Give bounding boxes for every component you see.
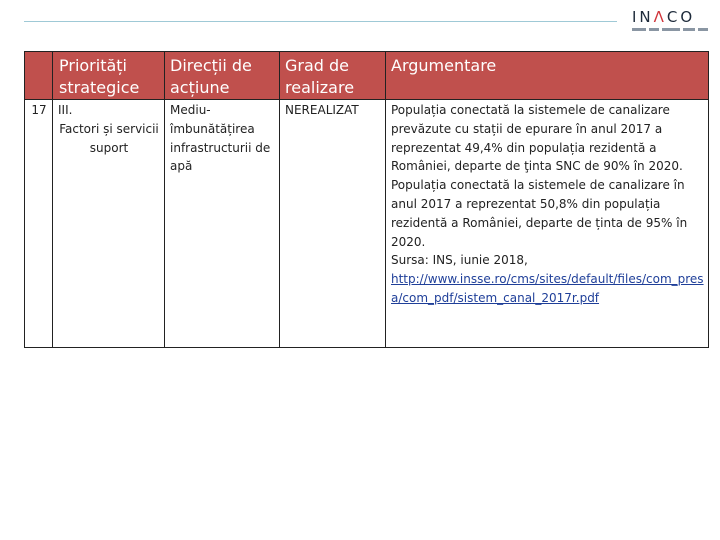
header-argument: Argumentare bbox=[386, 52, 709, 100]
header-grade: Grad de realizare bbox=[280, 52, 386, 100]
strategy-table bbox=[24, 51, 709, 348]
logo-wordmark: INΛCO bbox=[632, 8, 696, 26]
row-direction: Mediu-îmbunătățirea infrastructurii de apă bbox=[165, 100, 280, 348]
row-number: 17 bbox=[25, 100, 53, 348]
priority-name: Factori și servicii suport bbox=[59, 121, 159, 155]
header-number bbox=[25, 52, 53, 100]
argument-source: Sursa: INS, iunie 2018, bbox=[391, 253, 528, 268]
row-grade: NEREALIZAT bbox=[280, 100, 386, 348]
row-priority bbox=[53, 100, 165, 348]
table-row bbox=[25, 100, 709, 348]
priority-code: III. bbox=[58, 103, 73, 117]
argument-paragraph-2: Populația conectată la sistemele de canalizare în anul 2017 a reprezentat 50,8% din populația rezidentă a României, departe de ținta de 95% în 2020. bbox=[391, 178, 688, 249]
table-header-row bbox=[25, 52, 709, 100]
header-divider-line bbox=[24, 21, 617, 22]
header-priorities: Priorități strategice bbox=[53, 52, 165, 100]
logo-tagline bbox=[632, 28, 708, 32]
row-argument bbox=[386, 100, 709, 348]
source-link[interactable]: http://www.insse.ro/cms/sites/default/files/com_presa/com_pdf/sistem_canal_2017r.pdf bbox=[391, 272, 704, 305]
inaco-logo bbox=[628, 8, 710, 40]
header-directions: Direcții de acțiune bbox=[165, 52, 280, 100]
argument-paragraph-1: Populația conectată la sistemele de canalizare prevăzute cu stații de epurare în anul 2017 a reprezentat 49,4% din populația rezidentă a României, departe de ţinta SNC de 90% în 2020. bbox=[391, 103, 683, 174]
